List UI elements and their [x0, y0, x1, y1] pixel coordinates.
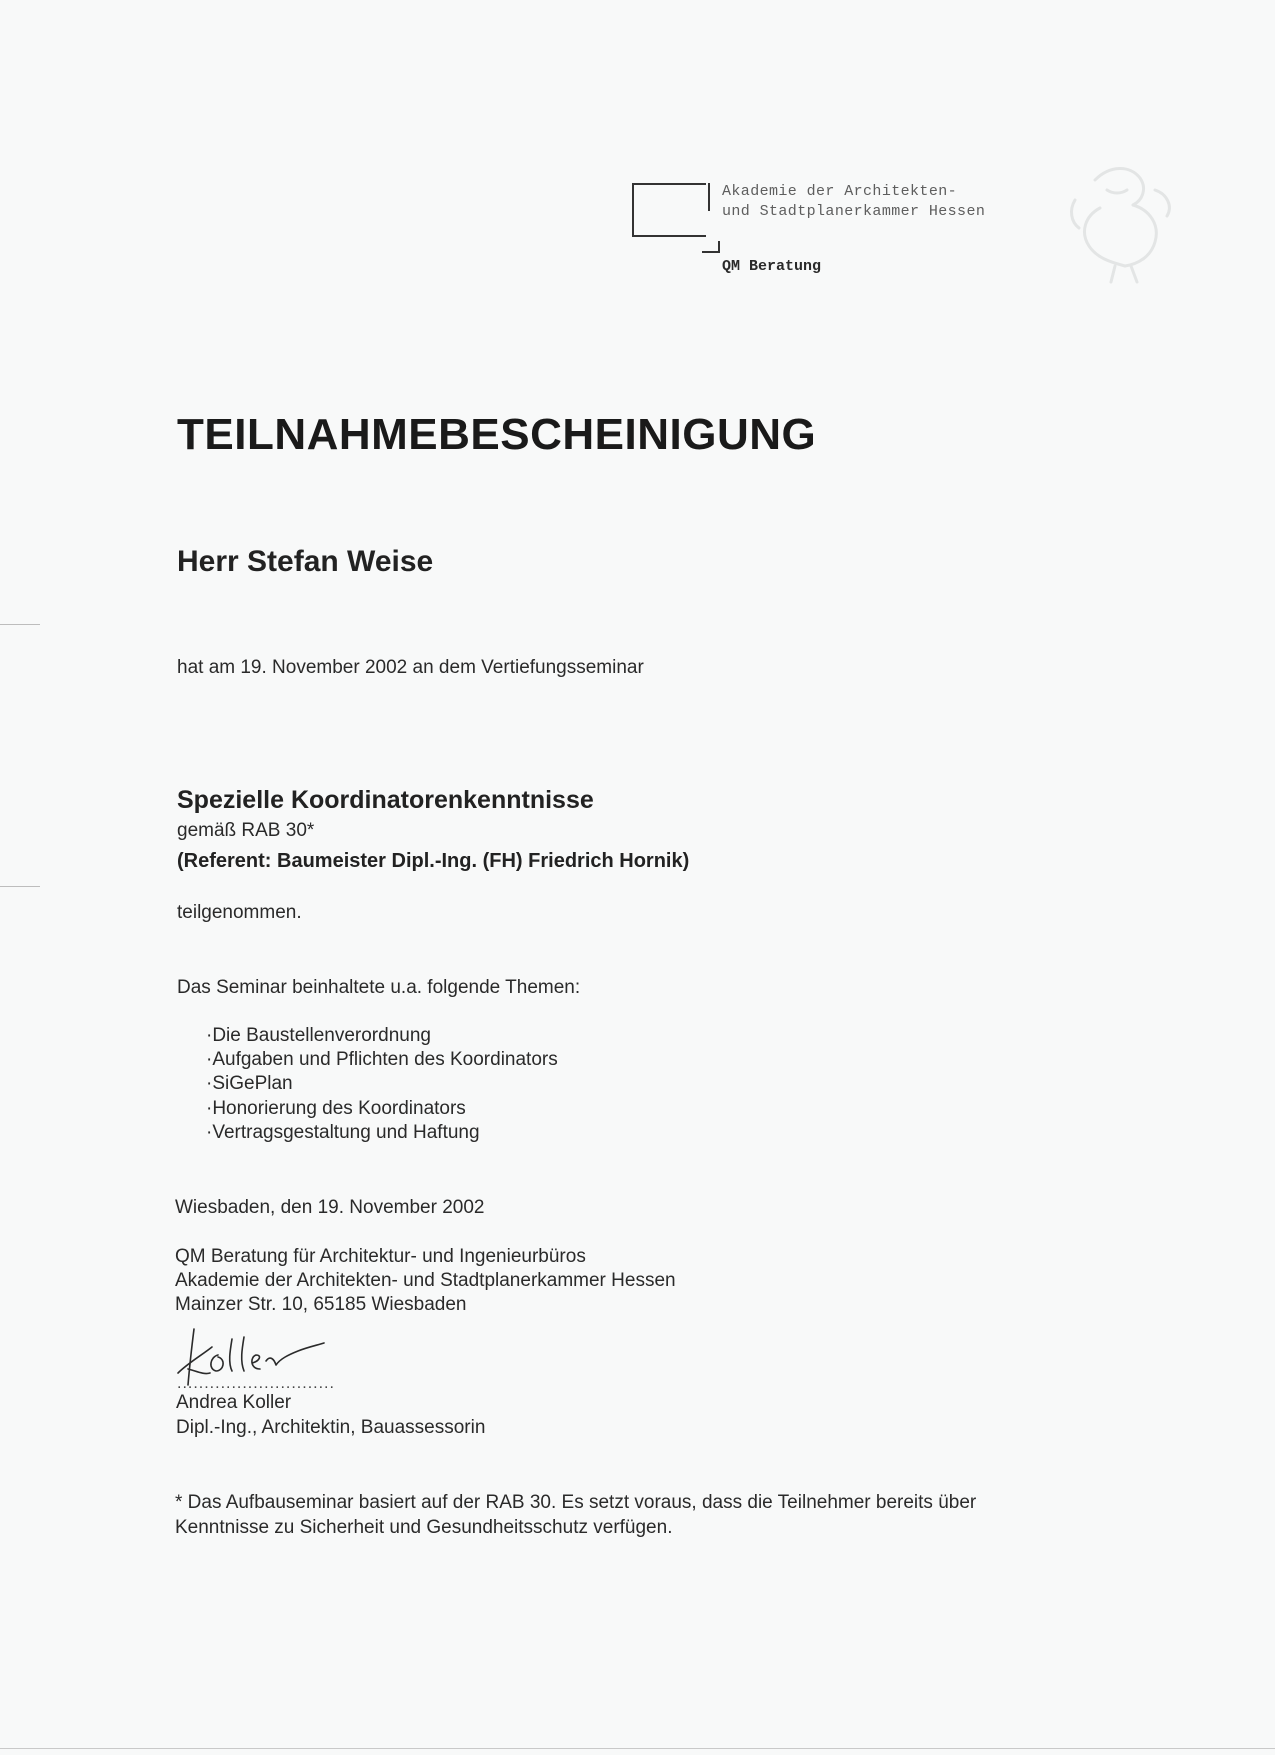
list-item: ·Die Baustellenverordnung [206, 1025, 431, 1046]
list-item: ·Vertragsgestaltung und Haftung [206, 1122, 480, 1143]
issuer-line-1: QM Beratung für Architektur- und Ingenieurbüros [175, 1246, 586, 1267]
signature-line: ............................. [177, 1375, 335, 1392]
list-item: ·Honorierung des Koordinators [206, 1098, 466, 1119]
footnote-line-1: * Das Aufbauseminar basiert auf der RAB 30. Es setzt voraus, dass die Teilnehmer bereits über [175, 1492, 977, 1513]
list-item: ·SiGePlan [206, 1073, 293, 1094]
place-date: Wiesbaden, den 19. November 2002 [175, 1197, 485, 1218]
seminar-speaker: (Referent: Baumeister Dipl.-Ing. (FH) Friedrich Hornik) [177, 850, 690, 872]
logo-frame-right [708, 183, 710, 211]
seminar-basis: gemäß RAB 30* [177, 820, 315, 841]
logo-corner-horizontal [702, 251, 720, 253]
participated-text: teilgenommen. [177, 902, 302, 923]
signer-title: Dipl.-Ing., Architektin, Bauassessorin [176, 1417, 486, 1438]
letterhead-line-2: und Stadtplanerkammer Hessen [722, 203, 986, 220]
logo-frame [632, 183, 706, 237]
embossed-lion-seal-icon [1055, 150, 1185, 290]
fold-mark [0, 886, 40, 887]
footnote-line-2: Kenntnisse zu Sicherheit und Gesundheitsschutz verfügen. [175, 1517, 673, 1538]
page-edge [0, 1748, 1275, 1749]
letterhead-line-1: Akademie der Architekten- [722, 183, 958, 200]
recipient-name: Herr Stefan Weise [177, 545, 434, 578]
issuer-line-2: Akademie der Architekten- und Stadtplanerkammer Hessen [175, 1270, 676, 1291]
fold-mark [0, 624, 40, 625]
list-item: ·Aufgaben und Pflichten des Koordinators [206, 1049, 558, 1070]
signer-name: Andrea Koller [176, 1392, 292, 1413]
topics-intro: Das Seminar beinhaltete u.a. folgende Themen: [177, 977, 581, 998]
issuer-line-3: Mainzer Str. 10, 65185 Wiesbaden [175, 1294, 467, 1315]
page-title: TEILNAHMEBESCHEINIGUNG [177, 410, 817, 459]
seminar-title: Spezielle Koordinatorenkenntnisse [177, 786, 594, 814]
akademie-logo-mark [632, 183, 710, 237]
intro-text: hat am 19. November 2002 an dem Vertiefungsseminar [177, 657, 644, 678]
letterhead-qm: QM Beratung [722, 258, 822, 275]
